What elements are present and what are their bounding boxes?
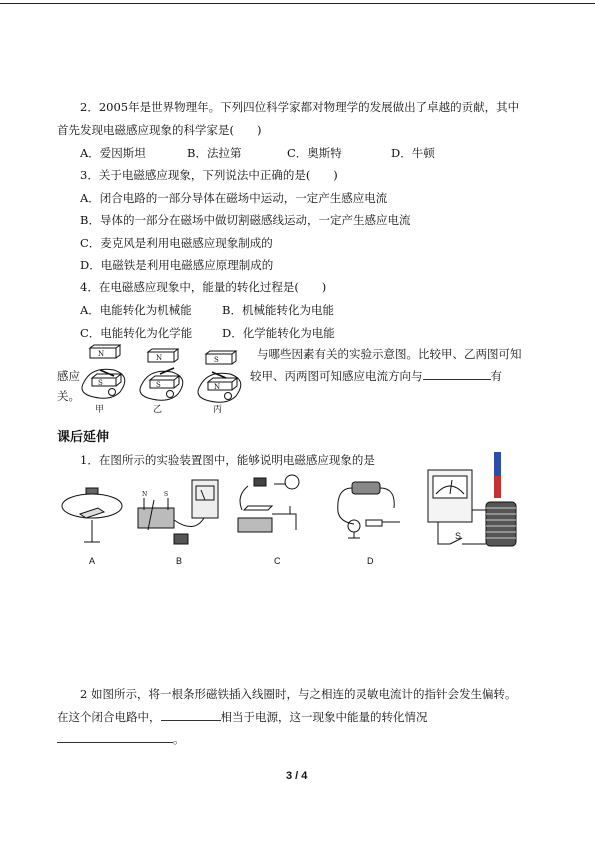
svg-text:S: S (156, 381, 161, 389)
q3-stem: 3．关于电磁感应现象，下列说法中正确的是( ) (80, 168, 338, 182)
q5-answer-blank[interactable] (423, 369, 491, 380)
ext1-label-a: A (89, 556, 96, 566)
section-title: 课后延伸 (57, 430, 110, 445)
svg-text:N: N (98, 350, 105, 358)
ext2-answer-blank-1[interactable] (161, 710, 221, 721)
svg-text:S: S (98, 379, 103, 387)
q4-stem: 4．在电磁感应现象中，能量的转化过程是( ) (80, 280, 327, 294)
ext1-label-d: D (367, 556, 374, 566)
q3-option-a: A．闭合电路的一部分导体在磁场中运动，一定产生感应电流 (80, 191, 388, 205)
ext2-line1: 2 如图所示，将一根条形磁铁插入线圈时，与之相连的灵敏电流计的指针会发生偏转。 (80, 687, 517, 701)
q5-fig-label-jia: 甲 (95, 404, 105, 414)
page-number: 3 / 4 (286, 770, 308, 782)
q3-option-d: D．电磁铁是利用电磁感应原理制成的 (80, 258, 274, 272)
ext2-switch-label: S (455, 531, 462, 541)
svg-text:S: S (214, 356, 219, 364)
ext2-line3-end: 。 (173, 732, 185, 746)
q2-option-d: D．牛顿 (391, 146, 435, 160)
q3-option-c: C．麦克风是利用电磁感应现象制成的 (80, 236, 273, 250)
q5-figure (78, 342, 252, 412)
header-rule (0, 3, 595, 4)
q5-line2-end: 有 (490, 369, 502, 383)
svg-text:S: S (164, 491, 169, 498)
ext2-line3 (57, 732, 185, 746)
ext1-figure-c (234, 470, 324, 550)
q2-option-a: A．爱因斯坦 (80, 146, 146, 160)
q3-option-b: B．导体的一部分在磁场中做切割磁感线运动，一定产生感应电流 (80, 213, 411, 227)
q4-option-d: D．化学能转化为电能 (222, 326, 335, 340)
q2-option-b: B．法拉第 (187, 146, 242, 160)
q5-line1: 与哪些因素有关的实验示意图。比较甲、乙两图可知 (257, 347, 522, 361)
ext2-line2-end: 相当于电源，这一现象中能量的转化情况 (220, 710, 428, 724)
q5-line3: 关。 (57, 389, 80, 403)
ext2-answer-blank-2[interactable] (57, 732, 173, 743)
q5-line2-text: 较甲、丙两图可知感应电流方向与 (250, 369, 423, 383)
ext2-figure (424, 450, 536, 554)
q2-line2: 首先发现电磁感应现象的科学家是( ) (57, 123, 262, 137)
q5-fig-label-yi: 乙 (153, 404, 163, 414)
ext1-figure-d (334, 476, 410, 550)
ext1-figure-b (134, 476, 224, 550)
q2-line1: 2．2005年是世界物理年。下列四位科学家都对物理学的发展做出了卓越的贡献，其中 (80, 100, 520, 114)
ext1-figure-a (58, 478, 128, 550)
q5-fig-label-bing: 丙 (213, 404, 223, 414)
q2-option-c: C．奥斯特 (287, 146, 342, 160)
q5-line2-mid (250, 369, 502, 383)
q4-option-a: A．电能转化为机械能 (80, 303, 192, 317)
ext1-label-b: B (176, 556, 183, 566)
ext1-label-c: C (274, 556, 281, 566)
q5-line2-start: 感应 (57, 369, 80, 383)
svg-text:N: N (214, 383, 221, 391)
q4-option-b: B．机械能转化为电能 (222, 303, 334, 317)
svg-text:N: N (156, 354, 163, 362)
svg-text:N: N (142, 491, 148, 498)
ext2-line2 (57, 710, 428, 724)
q4-option-c: C．电能转化为化学能 (80, 326, 193, 340)
ext2-line2-start: 在这个闭合电路中， (57, 710, 161, 724)
ext1-stem: 1．在图所示的实验装置图中，能够说明电磁感应现象的是 (80, 453, 375, 467)
